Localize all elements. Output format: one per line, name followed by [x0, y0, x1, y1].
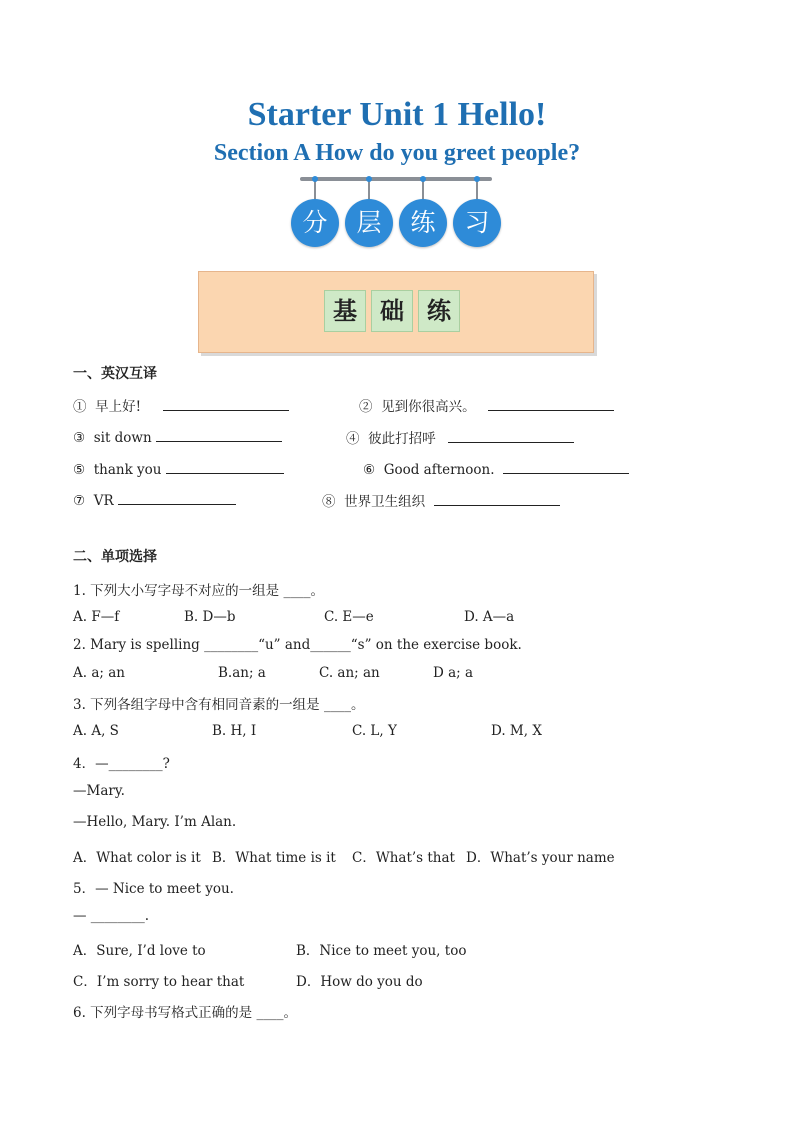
rail-dot: [420, 176, 426, 182]
translation-item: ⑥ Good afternoon.: [363, 459, 629, 478]
answer-blank[interactable]: [118, 490, 236, 505]
question-stem: 4．—________?: [73, 756, 170, 772]
option-c[interactable]: C. an; an: [319, 665, 380, 681]
dialogue-line: —Hello, Mary. I’m Alan.: [73, 814, 237, 830]
answer-blank[interactable]: [448, 428, 574, 443]
banner-tile: 练: [418, 290, 460, 332]
translation-item: ⑦ VR: [73, 490, 236, 509]
answer-blank[interactable]: [156, 427, 282, 442]
translation-item: ③ sit down: [73, 427, 282, 446]
option-d[interactable]: D. M, X: [491, 723, 542, 739]
option-c[interactable]: C. L, Y: [352, 723, 397, 739]
banner-tile: 础: [371, 290, 413, 332]
option-a[interactable]: A．Sure, I’d love to: [73, 943, 206, 959]
option-a[interactable]: A．What color is it: [73, 850, 201, 866]
option-d[interactable]: D．What’s your name: [466, 850, 615, 866]
circle-char: 层: [345, 199, 393, 247]
option-c[interactable]: C. E—e: [324, 609, 374, 625]
translation-item: ⑤ thank you: [73, 459, 284, 478]
section-heading-choice: 二、单项选择: [73, 549, 157, 565]
answer-blank[interactable]: [166, 459, 284, 474]
rail-dot: [474, 176, 480, 182]
translation-item: ① 早上好!: [73, 395, 289, 415]
option-b[interactable]: B. D—b: [184, 609, 236, 625]
answer-blank[interactable]: [488, 396, 614, 411]
dialogue-line: —Mary.: [73, 783, 125, 799]
question-stem: 5．— Nice to meet you.: [73, 881, 234, 897]
option-a[interactable]: A. A, S: [73, 723, 119, 739]
circle-char: 练: [399, 199, 447, 247]
option-b[interactable]: B．What time is it: [212, 850, 336, 866]
option-c[interactable]: C．What’s that: [352, 850, 455, 866]
option-c[interactable]: C．I’m sorry to hear that: [73, 974, 245, 990]
option-a[interactable]: A. a; an: [73, 665, 125, 681]
page-title: Starter Unit 1 Hello!: [247, 96, 547, 133]
answer-blank[interactable]: [163, 396, 289, 411]
answer-blank[interactable]: [434, 491, 560, 506]
translation-item: ② 见到你很高兴。: [359, 395, 614, 415]
answer-blank[interactable]: [503, 459, 629, 474]
rail-peg: [314, 179, 316, 199]
page-subtitle: Section A How do you greet people?: [213, 140, 581, 166]
decorative-rail: [300, 177, 492, 181]
option-b[interactable]: B.an; a: [218, 665, 266, 681]
option-a[interactable]: A. F—f: [73, 609, 120, 625]
option-d[interactable]: D．How do you do: [296, 974, 423, 990]
question-stem: 3. 下列各组字母中含有相同音素的一组是 ____。: [73, 697, 365, 713]
option-d[interactable]: D a; a: [433, 665, 474, 681]
option-d[interactable]: D. A—a: [464, 609, 515, 625]
banner-tile: 基: [324, 290, 366, 332]
section-heading-translation: 一、英汉互译: [73, 366, 157, 382]
circle-char: 习: [453, 199, 501, 247]
rail-peg: [368, 179, 370, 199]
question-stem: 2. Mary is spelling ________“u” and______“s” on the exercise book.: [73, 637, 522, 653]
rail-peg: [422, 179, 424, 199]
rail-dot: [366, 176, 372, 182]
rail-dot: [312, 176, 318, 182]
question-stem: 1. 下列大小写字母不对应的一组是 ____。: [73, 583, 324, 599]
translation-item: ⑧ 世界卫生组织: [322, 490, 560, 510]
option-b[interactable]: B. H, I: [212, 723, 257, 739]
rail-peg: [476, 179, 478, 199]
dialogue-line: — ________.: [73, 908, 150, 924]
circle-char: 分: [291, 199, 339, 247]
option-b[interactable]: B．Nice to meet you, too: [296, 943, 467, 959]
question-stem: 6. 下列字母书写格式正确的是 ____。: [73, 1005, 297, 1021]
translation-item: ④ 彼此打招呼: [346, 427, 574, 447]
